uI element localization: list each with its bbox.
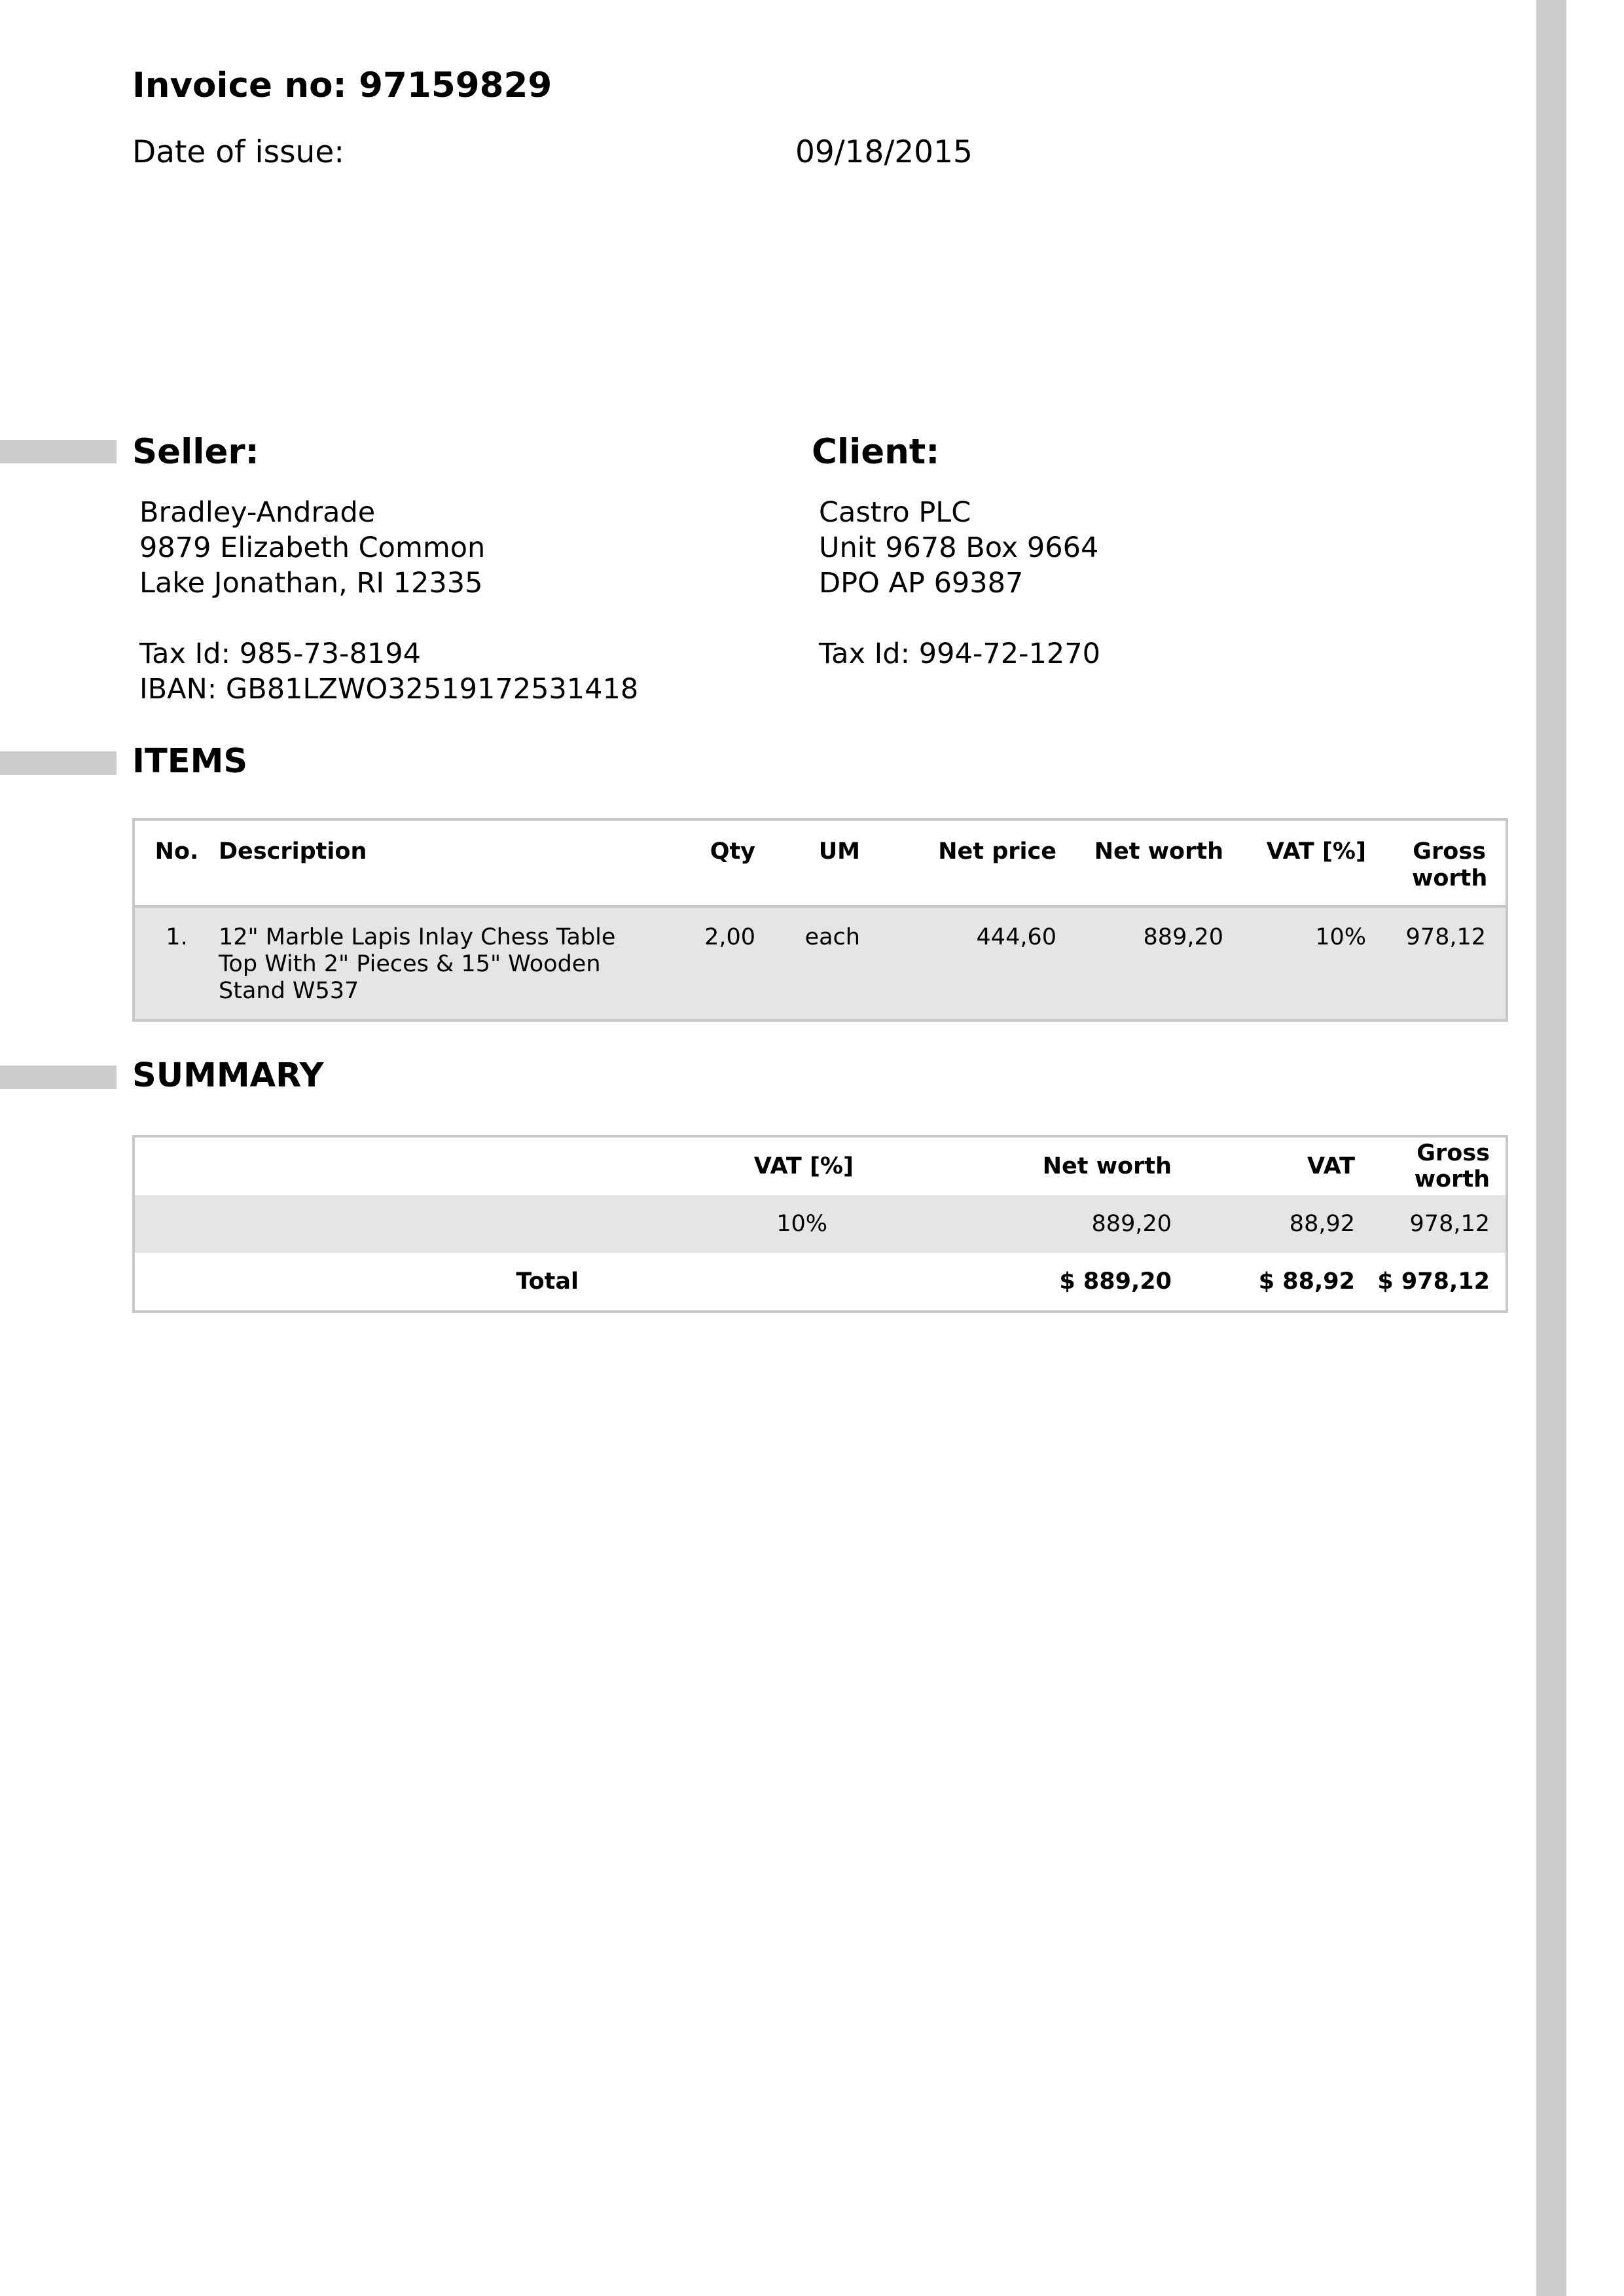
summary-col-vat: VAT [1307,1153,1355,1179]
col-net-price: Net price [938,838,1056,865]
items-section-marker [0,751,117,775]
item-description: 12" Marble Lapis Inlay Chess Table Top With 2" Pieces & 15" Wooden Stand W537 [219,924,616,1004]
seller-city: Lake Jonathan, RI 12335 [139,567,483,600]
item-no: 1. [166,924,188,950]
summary-table [132,1135,1508,1313]
items-table [132,818,1508,1022]
items-header-row [134,819,1507,906]
summary-vat-percent: 10% [776,1211,827,1237]
summary-vat-row [134,1195,1507,1253]
page-edge-bar [1536,0,1566,2296]
seller-tax-id: Tax Id: 985-73-8194 [139,637,421,670]
summary-gross-worth: 978,12 [1409,1211,1490,1237]
summary-row-spacer [134,1195,579,1253]
date-of-issue-value: 09/18/2015 [795,134,973,170]
summary-col-spacer [134,1136,579,1195]
seller-street: 9879 Elizabeth Common [139,531,486,564]
summary-total-row [134,1253,1507,1312]
summary-total-label: Total [516,1268,579,1295]
seller-iban: IBAN: GB81LZWO32519172531418 [139,673,639,706]
seller-title: Seller: [132,432,259,472]
col-um: UM [818,838,860,865]
col-qty: Qty [710,838,755,865]
item-qty: 2,00 [704,924,755,950]
client-details [819,495,1100,672]
item-um: each [804,924,860,950]
client-title: Client: [812,432,940,472]
seller-name: Bradley-Andrade [139,496,376,529]
item-vat-percent: 10% [1315,924,1366,950]
date-of-issue-label: Date of issue: [132,134,345,170]
summary-col-gross-worth: Gross worth [1414,1140,1490,1193]
summary-col-net-worth: Net worth [1042,1153,1172,1179]
summary-total-net-worth: $ 889,20 [1059,1268,1172,1295]
table-row [134,906,1507,1020]
col-description: Description [219,838,367,865]
seller-details [139,495,638,707]
col-net-worth: Net worth [1094,838,1223,865]
item-net-price: 444,60 [976,924,1056,950]
col-gross-worth: Gross worth [1412,838,1488,891]
col-no: No. [154,838,199,865]
client-city: DPO AP 69387 [819,567,1024,600]
summary-section-marker [0,1066,117,1089]
client-tax-id: Tax Id: 994-72-1270 [819,637,1100,670]
invoice-number-title: Invoice no: 97159829 [132,65,552,105]
summary-header-row [134,1136,1507,1195]
items-title: ITEMS [132,742,248,781]
item-net-worth: 889,20 [1143,924,1223,950]
col-vat-percent: VAT [%] [1266,838,1366,865]
summary-total-vat: $ 88,92 [1258,1268,1355,1295]
summary-net-worth: 889,20 [1091,1211,1172,1237]
client-street: Unit 9678 Box 9664 [819,531,1099,564]
summary-title: SUMMARY [132,1056,324,1095]
client-spacer [819,601,1100,636]
client-name: Castro PLC [819,496,971,529]
summary-total-spacer [579,1253,880,1312]
summary-total-gross-worth: $ 978,12 [1377,1268,1490,1295]
item-gross-worth: 978,12 [1405,924,1486,950]
summary-col-vat-percent: VAT [%] [753,1153,854,1179]
summary-vat: 88,92 [1289,1211,1355,1237]
seller-spacer [139,601,638,636]
seller-section-marker [0,440,117,463]
